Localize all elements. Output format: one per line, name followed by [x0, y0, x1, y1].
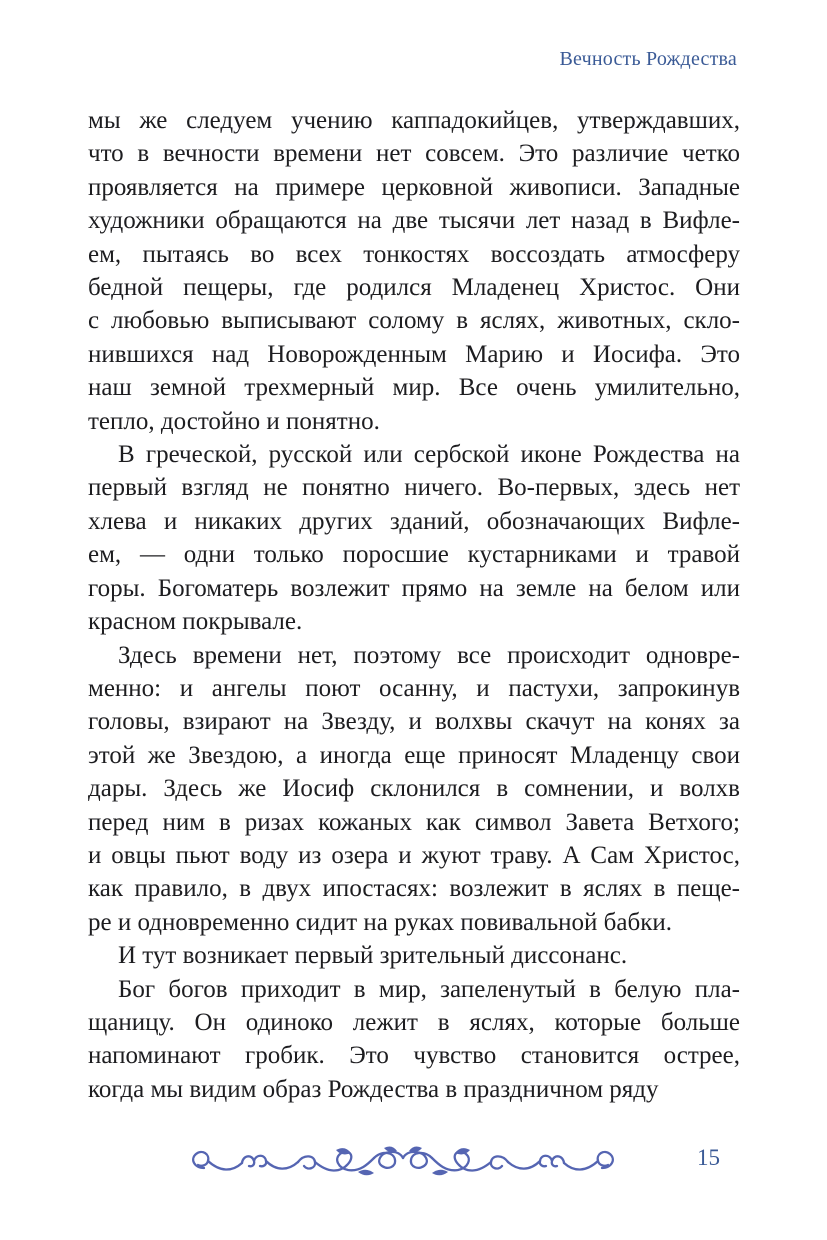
text-line: менно: и ангелы поют осанну, и пастухи, запрокинув	[88, 674, 740, 702]
text-line: с любовью выписывают солому в яслях, животных, скло-	[88, 307, 740, 335]
text-line: ем, пытаясь во всех тонкостях воссоздать атмосферу	[88, 240, 740, 268]
text-line: щаницу. Он одиноко лежит в яслях, которые больше	[88, 1008, 740, 1036]
paragraph	[88, 438, 740, 638]
text-line: когда мы видим образ Рождества в праздничном ряду	[88, 1075, 659, 1103]
text-line: бедной пещеры, где родился Младенец Христос. Они	[88, 274, 740, 302]
text-line: художники обращаются на две тысячи лет назад в Вифле-	[88, 207, 740, 235]
text-line: нившихся над Новорожденным Марию и Иосифа. Это	[88, 340, 740, 368]
text-line: и овцы пьют воду из озера и жуют траву. А Сам Христос,	[88, 841, 740, 869]
text-line: ре и одновременно сидит на руках повивальной бабки.	[88, 908, 672, 936]
text-line: проявляется на примере церковной живописи. Западные	[88, 173, 740, 201]
text-line: что в вечности времени нет совсем. Это различие четко	[88, 140, 740, 168]
text-line: хлева и никаких других зданий, обозначающих Вифле-	[88, 507, 740, 535]
text-line: перед ним в ризах кожаных как символ Завета Ветхого;	[88, 808, 740, 836]
text-line: Бог богов приходит в мир, запеленутый в белую пла-	[118, 975, 740, 1003]
text-line: Здесь времени нет, поэтому все происходит одновре-	[118, 641, 740, 669]
page-number: 15	[697, 1145, 720, 1170]
text-line: дары. Здесь же Иосиф склонился в сомнении, и волхв	[88, 775, 740, 803]
text-line: как правило, в двух ипостасях: возлежит в яслях в пеще-	[88, 875, 740, 903]
text-line: И тут возникает первый зрительный диссонанс.	[118, 942, 628, 970]
text-line: горы. Богоматерь возлежит прямо на земле на белом или	[88, 574, 740, 602]
running-header: Вечность Рождества	[559, 48, 737, 70]
text-line: этой же Звездою, а иногда еще приносят Младенцу свои	[88, 741, 740, 769]
text-line: первый взгляд не понятно ничего. Во-первых, здесь нет	[88, 474, 740, 502]
paragraph	[88, 104, 740, 438]
paragraph	[88, 639, 740, 940]
text-line: ем, — одни только поросшие кустарниками и травой	[88, 541, 740, 569]
text-line: головы, взирают на Звезду, и волхвы скачут на конях за	[88, 708, 740, 736]
vine-flourish-ornament	[188, 1146, 618, 1180]
text-line: мы же следуем учению каппадокийцев, утверждавших,	[88, 107, 740, 134]
text-line: тепло, достойно и понятно.	[88, 407, 380, 435]
paragraph	[88, 973, 740, 1107]
text-line: напоминают гробик. Это чувство становится острее,	[88, 1042, 740, 1070]
text-line: В греческой, русской или сербской иконе Рождества на	[118, 441, 740, 469]
body-text	[88, 104, 740, 1106]
page-footer	[0, 1140, 827, 1184]
text-line: красном покрывале.	[88, 608, 303, 636]
paragraph	[88, 939, 740, 972]
text-line: наш земной трехмерный мир. Все очень умилительно,	[88, 374, 740, 402]
